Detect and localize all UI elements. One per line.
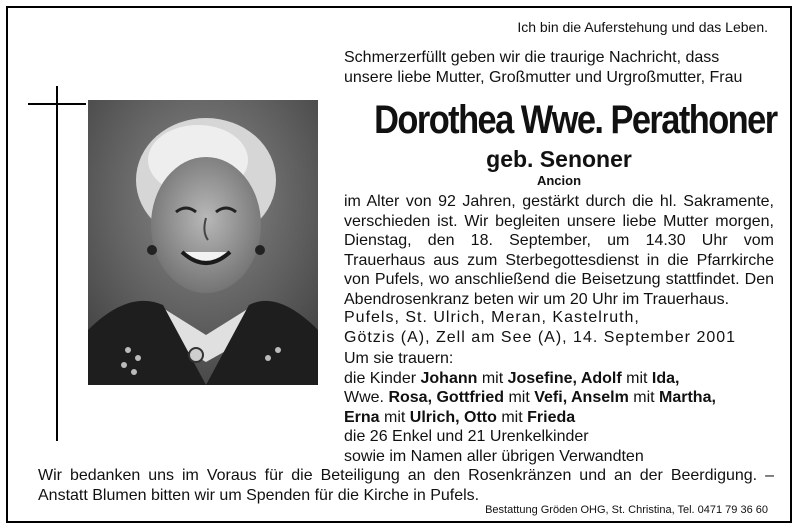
birth-name: geb. Senoner bbox=[486, 146, 632, 172]
cross-horizontal-beam bbox=[28, 103, 86, 105]
thanks-text: Wir bedanken uns im Voraus für die Beteiligung an den Rosenkränzen und an der Beerdigung. – Anstatt Blumen bitten wir um Spenden für die Kirche in Pufels. bbox=[38, 467, 774, 504]
portrait-illustration bbox=[88, 100, 318, 385]
cross-vertical-beam bbox=[56, 86, 58, 441]
mourners-heading: Um sie trauern: bbox=[344, 350, 454, 367]
house-name: Ancion bbox=[536, 173, 582, 188]
mourners-line-4: die 26 Enkel und 21 Urenkelkinder bbox=[344, 428, 589, 445]
mourners-line-3: Erna mit Ulrich, Otto mit Frieda bbox=[344, 408, 576, 426]
obituary-card bbox=[6, 6, 792, 523]
places-and-date bbox=[344, 308, 774, 347]
mourners-line-2: Wwe. Rosa, Gottfried mit Vefi, Anselm mit Martha, bbox=[344, 389, 716, 406]
portrait-photo bbox=[88, 100, 318, 385]
mourners-line-1: die Kinder Johann mit Josefine, Adolf mit Ida, bbox=[344, 369, 680, 387]
places-line-1: Pufels, St. Ulrich, Meran, Kastelruth, bbox=[344, 309, 640, 326]
intro-line-2: unsere liebe Mutter, Großmutter und Urgroßmutter, Frau bbox=[344, 69, 743, 86]
undertaker-credit: Bestattung Gröden OHG, St. Christina, Tel. 0471 79 36 60 bbox=[485, 504, 768, 516]
mourners-list bbox=[344, 349, 774, 466]
intro-line-1: Schmerzerfüllt geben wir die traurige Nachricht, dass bbox=[344, 49, 720, 66]
intro-text bbox=[344, 48, 774, 88]
announcement-text: im Alter von 92 Jahren, gestärkt durch die hl. Sakramente, verschieden ist. Wir begleiten unsere liebe Mutter morgen, Dienstag, den 18. September, um 14.30 Uhr vom Trauerhaus aus zum Sterbegottesdienst in die Pfarrkirche von Pufels, wo anschließend die Beisetzung stattfindet. Den Abendrosenkranz beten wir um 20 Uhr im Trauerhaus. bbox=[344, 193, 774, 308]
places-line-2: Götzis (A), Zell am See (A), 14. September 2001 bbox=[344, 328, 737, 346]
mourners-line-5: sowie im Namen aller übrigen Verwandten bbox=[344, 447, 644, 465]
deceased-name: Dorothea Wwe. Perathoner bbox=[374, 98, 777, 142]
motto-text: Ich bin die Auferstehung und das Leben. bbox=[517, 19, 768, 35]
